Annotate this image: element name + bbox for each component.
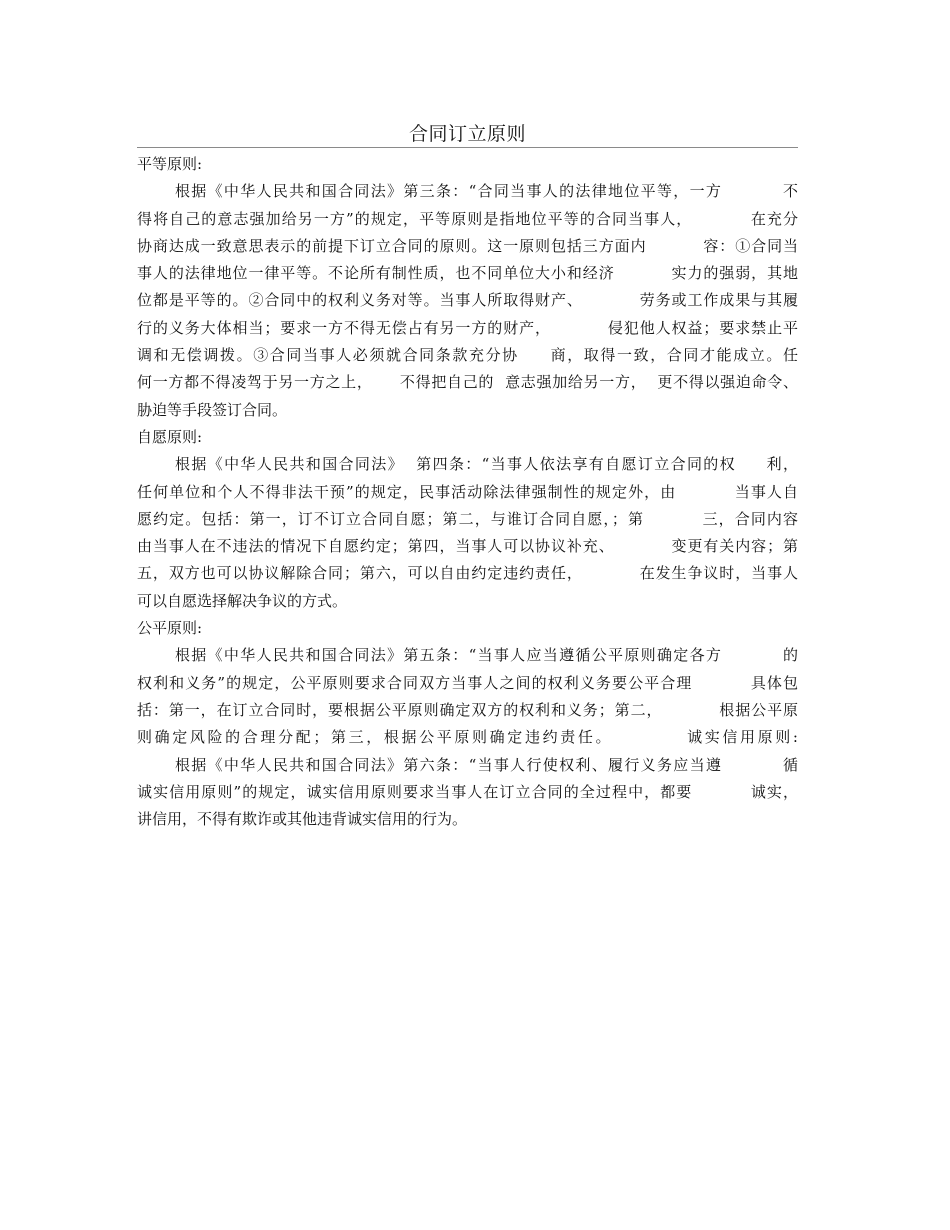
paragraph-voluntariness xyxy=(137,451,798,615)
paragraph-line: 得将自己的意志强加给另一方”的规定，平等原则是指地位平等的合同当事人， 在充分 xyxy=(137,209,798,228)
paragraph-good-faith xyxy=(137,752,798,834)
paragraph-line: 讲信用，不得有欺诈或其他违背诚实信用的行为。 xyxy=(137,810,468,829)
paragraph-line: 诚实信用原则”的规定，诚实信用原则要求当事人在订立合同的全过程中，都要 诚实， xyxy=(137,782,798,801)
paragraph-line: 由当事人在不违法的情况下自愿约定；第四，当事人可以协议补充、 变更有关内容；第 xyxy=(137,537,798,556)
paragraph-line: 根据《中华人民共和国合同法》第六条：“当事人行使权利、履行义务应当遵 循 xyxy=(175,755,798,774)
paragraph-line: 括：第一，在订立合同时，要根据公平原则确定双方的权利和义务；第二， 根据公平原 xyxy=(137,700,798,719)
document-title: 合同订立原则 xyxy=(408,123,526,145)
title-underline xyxy=(137,147,798,148)
document-body xyxy=(137,151,798,833)
paragraph-line: 根据《中华人民共和国合同法》第三条：“合同当事人的法律地位平等，一方 不 xyxy=(175,182,798,201)
paragraph-line: 任何单位和个人不得非法干预”的规定，民事活动除法律强制性的规定外，由 当事人自 xyxy=(137,482,798,501)
paragraph-line: 协商达成一致意思表示的前提下订立合同的原则。这一原则包括三方面内 容：①合同当 xyxy=(137,236,798,255)
paragraph-line: 根据《中华人民共和国合同法》 第四条：“当事人依法享有自愿订立合同的权 利， xyxy=(175,455,798,474)
paragraph-fairness xyxy=(137,642,798,751)
paragraph-line: 愿约定。包括：第一，订不订立合同自愿；第二，与谁订合同自愿，；第 三，合同内容 xyxy=(137,509,798,528)
paragraph-line: 则确定风险的合理分配；第三，根据公平原则确定违约责任。 诚实信用原则: xyxy=(137,728,798,747)
section-heading-equality: 平等原则: xyxy=(137,155,203,173)
paragraph-line: 根据《中华人民共和国合同法》第五条：“当事人应当遵循公平原则确定各方 的 xyxy=(175,646,798,665)
paragraph-line: 位都是平等的。②合同中的权利义务对等。当事人所取得财产、 劳务或工作成果与其履 xyxy=(137,291,798,310)
paragraph-line: 胁迫等手段签订合同。 xyxy=(137,400,288,419)
paragraph-line: 权利和义务”的规定，公平原则要求合同双方当事人之间的权利义务要公平合理 具体包 xyxy=(137,673,798,692)
paragraph-line: 行的义务大体相当；要求一方不得无偿占有另一方的财产， 侵犯他人权益；要求禁止平 xyxy=(137,318,798,337)
paragraph-line: 可以自愿选择解决争议的方式。 xyxy=(137,591,348,610)
paragraph-line: 调和无偿调拨。③合同当事人必须就合同条款充分协 商，取得一致，合同才能成立。任 xyxy=(137,346,798,365)
paragraph-line: 何一方都不得凌驾于另一方之上， 不得把自己的 意志强加给另一方， 更不得以强迫命令、 xyxy=(137,373,798,392)
paragraph-line: 五，双方也可以协议解除合同；第六，可以自由约定违约责任， 在发生争议时，当事人 xyxy=(137,564,798,583)
paragraph-line: 事人的法律地位一律平等。不论所有制性质，也不同单位大小和经济 实力的强弱，其地 xyxy=(137,264,798,283)
section-heading-voluntariness: 自愿原则: xyxy=(137,427,203,446)
section-heading-fairness: 公平原则: xyxy=(137,619,203,638)
paragraph-equality xyxy=(137,178,798,424)
